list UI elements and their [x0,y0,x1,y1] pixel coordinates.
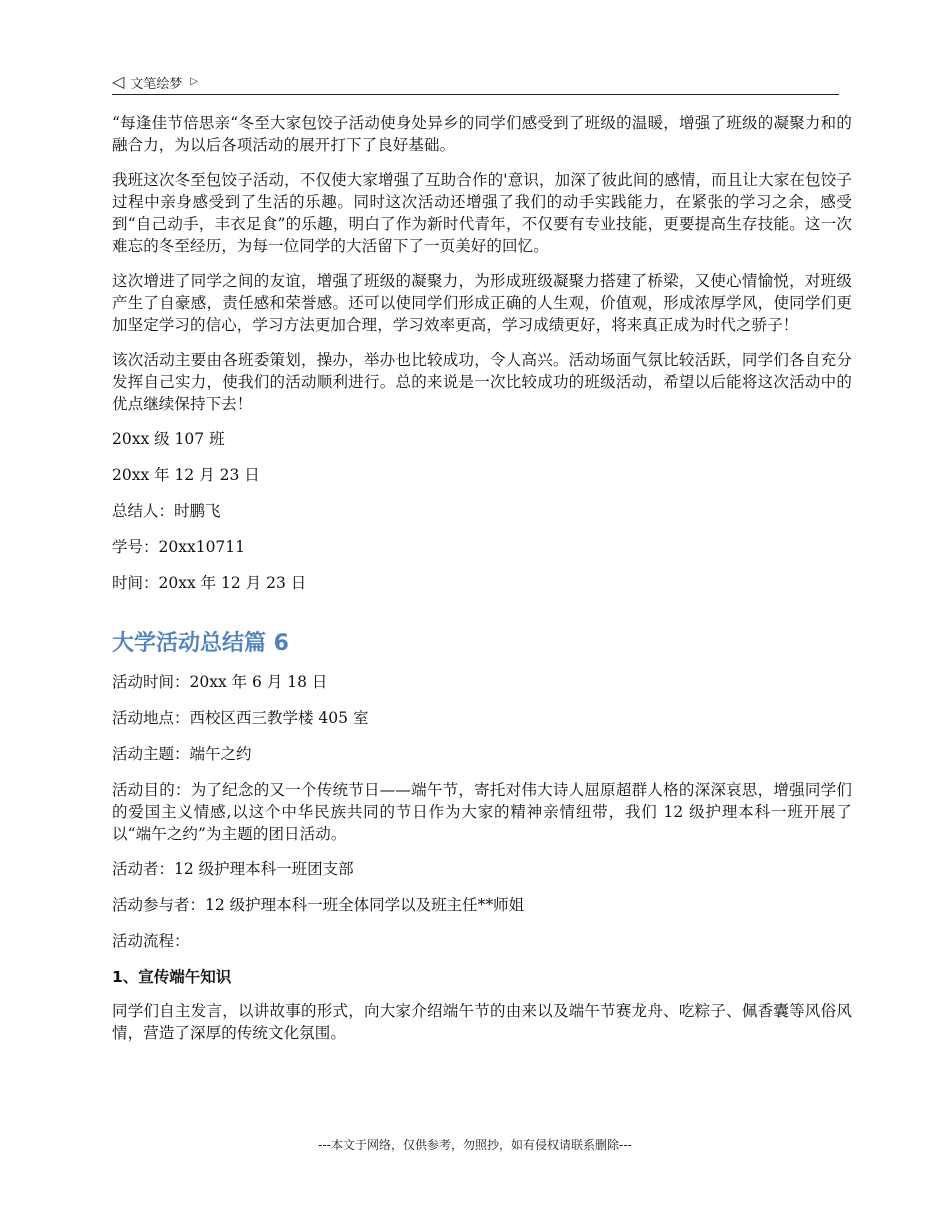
signoff-date: 20xx 年 12 月 23 日 [112,466,260,484]
paragraph: “每逢佳节倍思亲“冬至大家包饺子活动使身处异乡的同学们感受到了班级的温暖，增强了班级的凝聚力和的融合力，为以后各项活动的展开打下了良好基础。 [112,114,852,154]
section-title: 大学活动总结篇 6 [112,631,289,656]
signoff-student-id: 学号：20xx10711 [112,538,246,556]
paragraph: 该次活动主要由各班委策划，操办，举办也比较成功，令人高兴。活动场面气氛比较活跃，同学们各自充分发挥自己实力，使我们的活动顺利进行。总的来说是一次比较成功的班级活动，希望以后能将这次活动中的优点继续保持下去！ [112,351,852,413]
page-header [112,70,839,95]
triangle-right-icon: ▷ [190,76,199,87]
activity-purpose: 活动目的：为了纪念的又一个传统节日——端午节，寄托对伟大诗人屈原超群人格的深深哀思，增强同学们的爱国主义情感,以这个中华民族共同的节日作为大家的精神亲情纽带，我们 12 级护理本科一班开展了以“端午之约”为主题的团日活动。 [112,781,852,843]
paragraph: 我班这次冬至包饺子活动，不仅使大家增强了互助合作的'意识，加深了彼此间的感情，而且让大家在包饺子过程中亲身感受到了生活的乐趣。同时这次活动还增强了我们的动手实践能力，在紧张的学习之余，感受到“自己动手，丰衣足食”的乐趣，明白了作为新时代青年，不仅要有专业技能，更要提高生存技能。这一次难忘的冬至经历，为每一位同学的大活留下了一页美好的回忆。 [112,171,852,255]
activity-theme: 活动主题：端午之约 [112,745,252,763]
signoff-author: 总结人：时鹏飞 [112,502,221,520]
page-footer: ---本文于网络，仅供参考，勿照抄，如有侵权请联系删除--- [318,1138,632,1152]
step-1-text: 同学们自主发言，以讲故事的形式，向大家介绍端午节的由来以及端午节赛龙舟、吃粽子、佩香囊等风俗风情，营造了深厚的传统文化氛围。 [112,1002,852,1042]
signoff-class: 20xx 级 107 班 [112,430,225,448]
activity-time: 活动时间：20xx 年 6 月 18 日 [112,673,328,691]
step-1-title: 1、宣传端午知识 [112,968,232,986]
activity-flow-label: 活动流程： [112,932,190,950]
paragraph: 这次增进了同学之间的友谊，增强了班级的凝聚力，为形成班级凝聚力搭建了桥梁，又使心情愉悦，对班级产生了自豪感，责任感和荣誉感。还可以使同学们形成正确的人生观，价值观，形成浓厚学风，使同学们更加坚定学习的信心，学习方法更加合理，学习效率更高，学习成绩更好，将来真正成为时代之骄子！ [112,272,852,334]
triangle-left-icon: ◁ [112,72,125,91]
activity-organizer: 活动者：12 级护理本科一班团支部 [112,860,354,878]
activity-place: 活动地点：西校区西三教学楼 405 室 [112,709,369,727]
document-body [112,112,852,1057]
activity-participants: 活动参与者：12 级护理本科一班全体同学以及班主任**师姐 [112,896,525,914]
header-title: 文笔绘梦 [130,76,183,92]
signoff-time: 时间：20xx 年 12 月 23 日 [112,574,307,592]
